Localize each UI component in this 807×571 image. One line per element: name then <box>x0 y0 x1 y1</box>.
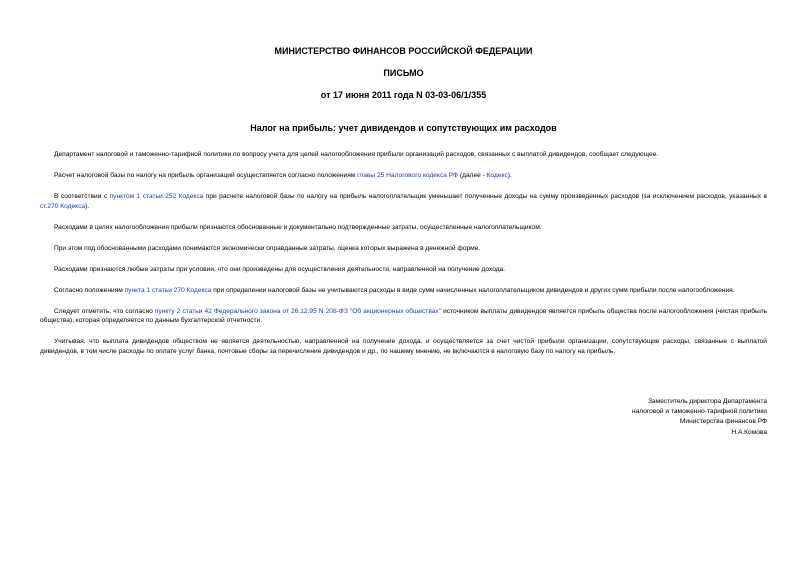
link-federal-law-208[interactable]: пункту 2 статьи 42 Федерального закона от 26.12.95 N 208-ФЗ "Об акционерных обществах" <box>154 307 442 315</box>
paragraph-5 <box>40 244 767 254</box>
paragraph-text: Расходами признаются любые затраты при условии, что они произведены для осуществления деятельности, направленной на получение дохода. <box>54 265 506 273</box>
signatory-organization: Министерства финансов РФ <box>679 418 767 426</box>
paragraph-text: ). <box>507 172 512 179</box>
paragraph-text: Расходами в целях налогообложения прибыли признаются обоснованные и документально подтвержденные затраты, осуществленные налогоплательщиком. <box>54 223 542 231</box>
paragraph-9 <box>40 337 767 356</box>
link-article-252[interactable]: пунктом 1 статьи 252 Кодекса <box>109 193 204 200</box>
paragraph-text: при расчете налоговой базы по налогу на прибыль налогоплательщик уменьшает полученные доходы на сумму произведенных расходов (за исключением расходов, указанных в <box>203 193 767 200</box>
signature-block <box>547 397 767 438</box>
link-chapter-25-tax-code[interactable]: главы 25 Налогового кодекса РФ <box>357 172 459 179</box>
signatory-name: Н.А.Комова <box>731 428 767 436</box>
link-article-270-point-1[interactable]: пункта 1 статьи 270 Кодекса <box>124 286 212 294</box>
paragraph-3 <box>40 192 767 211</box>
ministry-title: МИНИСТЕРСТВО ФИНАНСОВ РОССИЙСКОЙ ФЕДЕРАЦИИ <box>274 46 533 56</box>
link-article-270[interactable]: ст.270 Кодекса <box>40 202 86 210</box>
paragraph-4 <box>40 223 767 233</box>
paragraph-8 <box>40 307 767 326</box>
paragraph-text: Департамент налоговой и таможенно-тарифной политики по вопросу учета для целей налогообложения прибыли организаций расходов, связанных с выплатой дивидендов, сообщает следующее. <box>54 151 659 158</box>
document-type: ПИСЬМО <box>383 68 424 78</box>
paragraph-text: В соответствии с <box>54 193 110 200</box>
paragraph-text: при определении налоговой базы не учитываются расходы в виде сумм начисленных налогоплательщиком дивидендов и других сумм прибыли после налогообложения. <box>211 286 735 294</box>
document-date-number: от 17 июня 2011 года N 03-03-06/1/355 <box>320 90 487 100</box>
paragraph-text: ). <box>85 202 90 210</box>
paragraph-text: Учитывая, что выплата дивидендов обществом не является деятельностью, направленной на получение дохода, и осуществляется за счет чистой прибыли организации, сопутствующие расходы, связанные с выплатой дивидендов, в том числе расходы по оплате услуг банка, почтовые сборы за перечисление дивидендов и др., по нашему мнению, не включаются в налоговую базу по налогу на прибыль. <box>40 338 767 355</box>
paragraph-text: Расчет налоговой базы по налогу на прибыль организаций осуществляется согласно положениям <box>54 172 358 179</box>
paragraph-text: источником выплаты дивидендов является прибыль общества после налогообложения (чистая прибыль общества), которая определяется по данным бухгалтерской отчетности. <box>40 307 768 324</box>
document-subject: Налог на прибыль: учет дивидендов и сопутствующих им расходов <box>250 123 557 133</box>
paragraph-text: Согласно положениям <box>54 286 125 294</box>
paragraph-text: Следует отметить, что согласно <box>54 307 155 315</box>
document-body <box>40 150 767 368</box>
paragraph-7 <box>40 286 767 296</box>
paragraph-text: (далее - <box>458 172 487 179</box>
signatory-position-line-1: Заместитель директора Департамента <box>648 398 767 405</box>
paragraph-6 <box>40 265 767 275</box>
paragraph-1 <box>40 150 767 160</box>
paragraph-2 <box>40 171 767 181</box>
signatory-position-line-2: налоговой и таможенно-тарифной политики <box>631 408 767 416</box>
link-tax-code[interactable]: Кодекс <box>486 172 508 179</box>
paragraph-text: При этом под обоснованными расходами понимаются экономически оправданные затраты, оценка которых выражена в денежной форме. <box>54 244 481 252</box>
